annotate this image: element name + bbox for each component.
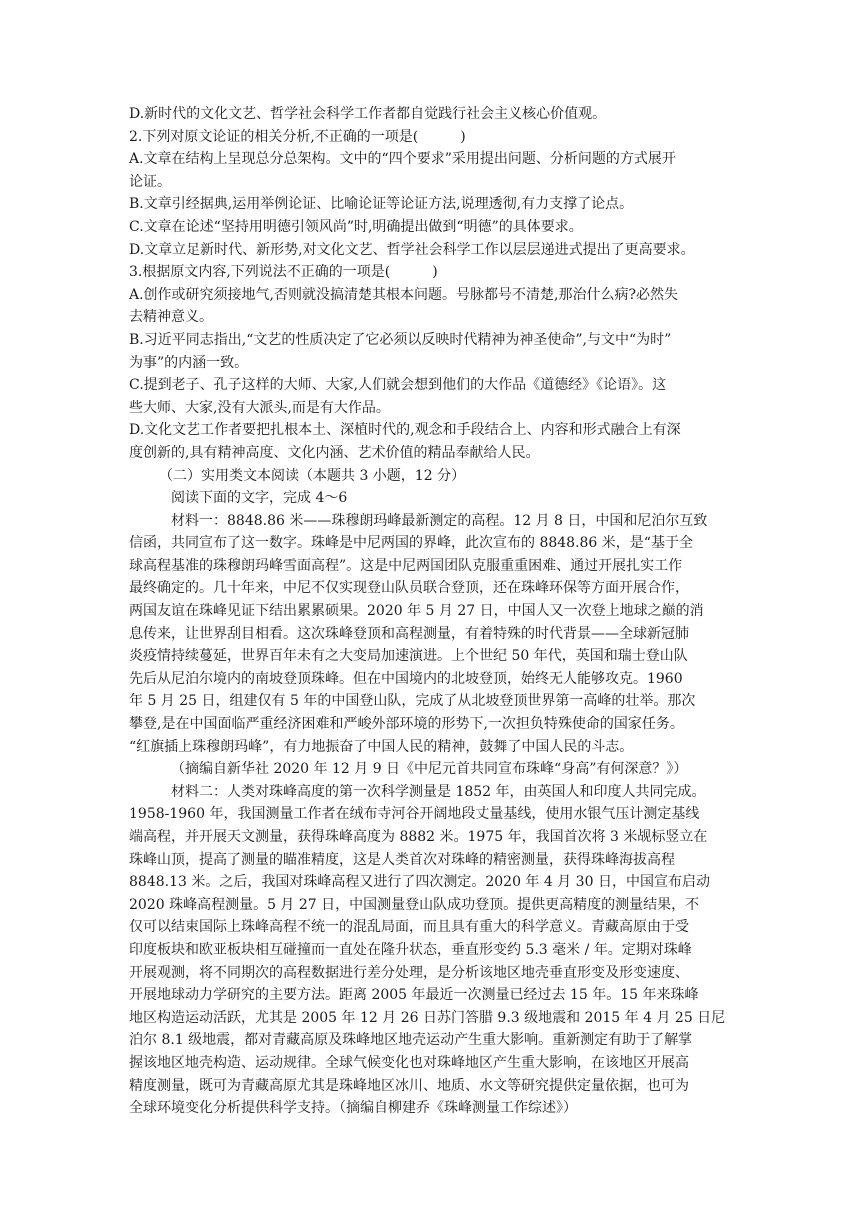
material-1-line: 攀登,是在中国面临严重经济困难和严峻外部环境的形势下,一次担负特殊使命的国家任务。	[129, 716, 684, 733]
option-3c-line2: 些大师、大家,没有大派头,而是有大作品。	[129, 399, 390, 416]
option-3a-line2: 去精神意义。	[129, 309, 213, 326]
question-2-stem: 2.下列对原文论证的相关分析,不正确的一项是( )	[129, 128, 466, 145]
option-2c: C.文章在论述“坚持用明德引领风尚”时,明确提出做到“明德”的具体要求。	[129, 218, 583, 235]
material-1-line: 息传来，让世界刮目相看。这次珠峰登顶和高程测量，有着特殊的时代背景——全球新冠肺	[129, 625, 689, 642]
material-2-line: 印度板块和欧亚板块相互碰撞而一直处在隆升状态，垂直形变约 5.3 毫米 / 年。定期对珠峰	[129, 941, 692, 958]
material-1-line: 先后从尼泊尔境内的南坡登顶珠峰。但在中国境内的北坡登顶，始终无人能够攻克。1960	[129, 670, 683, 687]
option-2d: D.文章立足新时代、新形势,对文化文艺、哲学社会科学工作以层层递进式提出了更高要求。	[129, 241, 695, 258]
option-2b: B.文章引经据典,运用举例论证、比喻论证等论证方法,说理透彻,有力支撑了论点。	[129, 196, 634, 213]
material-2-line: 开展地球动力学研究的主要方法。距离 2005 年最近一次测量已经过去 15 年。15 年来珠峰	[129, 987, 699, 1004]
material-1-line: 材料一：8848.86 米——珠穆朗玛峰最新测定的高程。12 月 8 日，中国和尼泊尔互致	[171, 512, 708, 529]
material-2-line: 端高程，并开展天文测量，获得珠峰高度为 8882 米。1975 年，我国首次将 3 米觇标竖立在	[129, 829, 708, 845]
material-2-line: 仅可以结束国际上珠峰高程不统一的混乱局面，而且具有重大的科学意义。青藏高原由于受	[129, 919, 689, 936]
material-2-line: 材料二：人类对珠峰高度的第一次科学测量是 1852 年，由英国人和印度人共同完成。	[171, 783, 706, 800]
material-2-line: 开展观测，将不同期次的高程数据进行差分处理，是分析该地区地壳垂直形变及形变速度、	[129, 964, 689, 981]
material-2-line: 8848.13 米。之后，我国对珠峰高程又进行了四次测定。2020 年 4 月 30 日，中国宣布启动	[129, 874, 710, 891]
question-3-stem: 3.根据原文内容,下列说法不正确的一项是( )	[129, 264, 438, 281]
material-1-line: 炎疫情持续蔓延，世界百年未有之大变局加速演进。上个世纪 50 年代，英国和瑞士登山队	[129, 648, 688, 665]
material-1-source: （摘编自新华社 2020 年 12 月 9 日《中尼元首共同宣布珠峰“身高”有何深意？》）	[171, 761, 688, 778]
material-2-line: 地区构造运动活跃，尤其是 2005 年 12 月 26 日苏门答腊 9.3 级地震和 2015 年 4 月 25 日尼	[129, 1009, 726, 1026]
section-heading: （二）实用类文本阅读（本题共 3 小题，12 分）	[159, 467, 466, 484]
option-2a-line2: 论证。	[129, 173, 171, 190]
material-2-line: 精度测量，既可为青藏高原尤其是珠峰地区冰川、地质、水文等研究提供定量依据，也可为	[129, 1077, 689, 1094]
reading-instruction: 阅读下面的文字，完成 4～6	[171, 490, 348, 507]
material-2-line: 珠峰山顶，提高了测量的瞄准精度，这是人类首次对珠峰的精密测量，获得珠峰海拔高程	[129, 851, 675, 868]
material-1-line: 最终确定的。几十年来，中尼不仅实现登山队员联合登顶，还在珠峰环保等方面开展合作，	[129, 580, 689, 597]
document-page	[129, 103, 729, 1120]
material-2-line: 泊尔 8.1 级地震，都对青藏高原及珠峰地区地壳运动产生重大影响。重新测定有助于了解掌	[129, 1032, 693, 1049]
material-1-line: 两国友谊在珠峰见证下结出累累硕果。2020 年 5 月 27 日，中国人又一次登上地球之巅的消	[129, 603, 704, 620]
material-1-line: 年 5 月 25 日，组建仅有 5 年的中国登山队，完成了从北坡登顶世界第一高峰的壮举。那次	[129, 693, 696, 710]
option-3a-line1: A.创作或研究须接地气,否则就没搞清楚其根本问题。号脉都号不清楚,那治什么病?必然失	[129, 286, 678, 303]
material-2-line: 2020 珠峰高程测量。5 月 27 日，中国测量登山队成功登顶。提供更高精度的测量结果，不	[129, 896, 700, 913]
option-1d: D.新时代的文化文艺、哲学社会科学工作者都自觉践行社会主义核心价值观。	[129, 106, 607, 122]
option-3b-line2: 为事”的内涵一致。	[129, 354, 249, 371]
material-2-line: 1958-1960 年，我国测量工作者在绒布寺河谷开阔地段丈量基线，使用水银气压计测定基线	[129, 806, 700, 823]
option-3d-line2: 度创新的,具有精神高度、文化内涵、艺术价值的精品奉献给人民。	[129, 444, 540, 461]
option-3d-line1: D.文化文艺工作者要把扎根本土、深植时代的,观念和手段结合上、内容和形式融合上有深	[129, 422, 681, 439]
material-2-line: 握该地区地壳构造、运动规律。全球气候变化也对珠峰地区产生重大影响，在该地区开展高	[129, 1054, 689, 1071]
option-2a-line1: A.文章在结构上呈现总分总架构。文中的“四个要求”采用提出问题、分析问题的方式展开	[129, 151, 676, 168]
option-3c-line1: C.提到老子、孔子这样的大师、大家,人们就会想到他们的大作品《道德经》《论语》。这	[129, 377, 667, 394]
material-1-line: “红旗插上珠穆朗玛峰”，有力地振奋了中国人民的精神，鼓舞了中国人民的斗志。	[129, 738, 634, 755]
material-1-line: 球高程基准的珠穆朗玛峰雪面高程”。这是中尼两国团队克服重重困难、通过开展扎实工作	[129, 557, 683, 574]
material-1-line: 信函，共同宣布了这一数字。珠峰是中尼两国的界峰，此次宣布的 8848.86 米，是“基于全	[129, 535, 693, 552]
material-2-source-line: 全球环境变化分析提供科学支持。（摘编自柳建乔《珠峰测量工作综述》）	[129, 1100, 577, 1117]
option-3b-line1: B.习近平同志指出,“文艺的性质决定了它必须以反映时代精神为神圣使命”,与文中“为时”	[129, 331, 672, 348]
